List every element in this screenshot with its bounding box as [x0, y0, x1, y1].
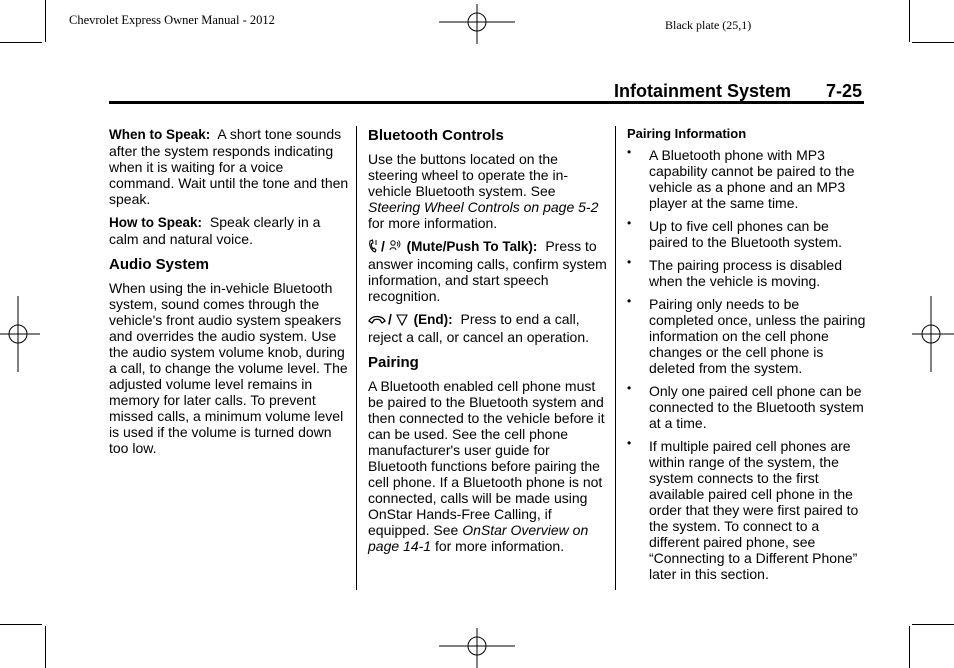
crop-mark [0, 624, 42, 625]
audio-system-heading: Audio System [109, 256, 210, 273]
bluetooth-controls-paragraph: Use the buttons located on the steering wheel to operate the in-vehicle Bluetooth system. See Steering Wheel Controls on page 5-2 for more information. [368, 151, 599, 231]
end-triangle-icon [396, 313, 408, 329]
crop-mark [909, 626, 910, 668]
list-item: • Pairing only needs to be completed once, unless the pairing information on the cell phone changes or the cell phone is deleted from the system. [627, 294, 866, 376]
steering-wheel-reference: Steering Wheel Controls on page 5-2 [368, 199, 599, 215]
how-to-speak-paragraph: How to Speak: Speak clearly in a calm and natural voice. [109, 214, 321, 247]
onstar-reference: OnStar Overview on page 14-1 [368, 522, 589, 554]
page-number: 7-25 [826, 81, 863, 101]
crop-mark [0, 42, 42, 43]
list-item: • The pairing process is disabled when the vehicle is moving. [627, 255, 842, 289]
audio-system-paragraph: When using the in-vehicle Bluetooth system, sound comes through the vehicle's front audio system speakers and overrides the audio system. Use the audio system volume knob, during a call, to change the volume level. The adjusted volume level remains in memory for later calls. To prevent missed calls, a minimum volume level is used if the volume is turned down too low. [109, 280, 348, 456]
list-item: • A Bluetooth phone with MP3 capability cannot be paired to the vehicle as a phone and an MP3 player at the same time. [627, 145, 855, 211]
push-to-talk-icon [389, 239, 401, 256]
pairing-paragraph: A Bluetooth enabled cell phone must be paired to the Bluetooth system and then connected to the vehicle before it can be used. See the cell phone manufacturer's user guide for Bluetooth functions before pairing the cell phone. If a Bluetooth phone is not connected, calls will be made using OnStar Hands-Free Calling, if equipped. See OnStar Overview on page 14-1 for more information. [368, 378, 605, 554]
column-divider [615, 126, 616, 590]
crop-mark [45, 0, 46, 42]
registration-mark-top [439, 4, 515, 44]
list-item: • Up to five cell phones can be paired to the Bluetooth system. [627, 216, 842, 250]
column-divider [356, 126, 357, 590]
plate-label: Black plate (25,1) [665, 18, 752, 32]
column-1 [109, 126, 349, 463]
crop-mark [912, 42, 954, 43]
registration-mark-bottom [439, 628, 515, 668]
mute-paragraph: / (Mute/Push To Talk): Press to answer incoming calls, confirm system information, and start speech recognition. [368, 238, 607, 304]
list-item: • If multiple paired cell phones are within range of the system, the system connects to the first available paired cell phone in the order that they were first paired to the system. To connect to a different paired phone, see “Connecting to a Different Phone” later in this section. [627, 436, 859, 582]
pairing-heading: Pairing [368, 354, 419, 371]
crop-mark [909, 0, 910, 42]
column-3 [627, 126, 867, 589]
registration-mark-left [0, 296, 40, 372]
title-rule [109, 101, 864, 104]
section-title: Infotainment System [614, 81, 792, 101]
manual-title: Chevrolet Express Owner Manual - 2012 [69, 13, 275, 27]
registration-mark-right [912, 296, 954, 372]
list-item: • Only one paired cell phone can be connected to the Bluetooth system at a time. [627, 381, 864, 431]
crop-mark [45, 626, 46, 668]
column-2 [368, 126, 608, 561]
pairing-information-heading: Pairing Information [627, 126, 747, 141]
pairing-information-list [627, 147, 867, 582]
crop-mark [912, 624, 954, 625]
mute-phone-icon [368, 239, 379, 256]
bluetooth-controls-heading: Bluetooth Controls [368, 127, 504, 144]
end-call-icon [368, 313, 386, 329]
when-to-speak-paragraph: When to Speak: A short tone sounds after the system responds indicating when it is waiting for a voice command. Wait until the tone and then speak. [109, 126, 349, 207]
end-paragraph: / (End): Press to end a call, reject a call, or cancel an operation. [368, 311, 590, 345]
